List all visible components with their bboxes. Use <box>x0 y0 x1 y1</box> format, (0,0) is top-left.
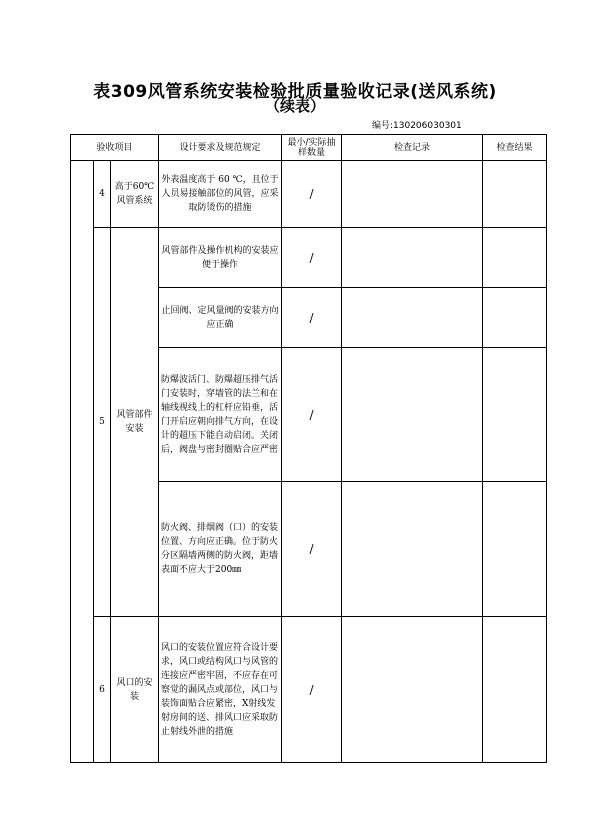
main-item-column <box>71 161 94 763</box>
page-title: 表309风管系统安装检验批质量验收记录(送风系统) <box>93 82 497 102</box>
row-requirement: 防火阀、排烟阀（口）的安装位置、方向应正确。位于防火分区隔墙两侧的防火阀，距墙表面不应大于200㎜ <box>159 482 282 617</box>
row-number: 5 <box>94 228 111 617</box>
row-sample: / <box>282 348 342 482</box>
header-requirement: 设计要求及规范规定 <box>159 135 282 161</box>
row-result[interactable] <box>483 228 547 288</box>
row-requirement: 防爆波活门、防爆超压排气活门安装时，穿墙管的法兰和在轴线视线上的杠杆应铅垂，活门开启应朝向排气方向，在设计的超压下能自动启闭。关闭后，阀盘与密封圈贴合应严密 <box>159 348 282 482</box>
row-record[interactable] <box>342 482 483 617</box>
page-subtitle: （续表） <box>264 97 325 115</box>
row-sample: / <box>282 228 342 288</box>
inspection-table <box>70 134 547 763</box>
header-item: 验收项目 <box>71 135 159 161</box>
header-sample: 最小/实际抽样数量 <box>282 135 342 161</box>
row-requirement: 风口的安装位置应符合设计要求，风口或结构风口与风管的连接应严密牢固，不应存在可察觉的漏风点或部位，风口与装饰面贴合应紧密，X射线发射房间的送、排风口应采取防止射线外泄的措施 <box>159 617 282 763</box>
row-number: 4 <box>94 161 111 228</box>
row-result[interactable] <box>483 348 547 482</box>
row-record[interactable] <box>342 228 483 288</box>
row-sample: / <box>282 617 342 763</box>
row-record[interactable] <box>342 617 483 763</box>
row-requirement: 止回阀、定风量阀的安装方向应正确 <box>159 288 282 348</box>
header-row <box>71 135 547 161</box>
row-sample: / <box>282 482 342 617</box>
header-record: 检查记录 <box>342 135 483 161</box>
row-result[interactable] <box>483 617 547 763</box>
row-category: 风口的安装 <box>111 617 159 763</box>
row-requirement: 风管部件及操作机构的安装应便于操作 <box>159 228 282 288</box>
row-number: 6 <box>94 617 111 763</box>
table-row <box>71 617 547 763</box>
row-result[interactable] <box>483 288 547 348</box>
header-result: 检查结果 <box>483 135 547 161</box>
row-record[interactable] <box>342 161 483 228</box>
row-result[interactable] <box>483 482 547 617</box>
row-category: 高于60℃风管系统 <box>111 161 159 228</box>
row-sample: / <box>282 288 342 348</box>
row-category: 风管部件安装 <box>111 228 159 617</box>
row-record[interactable] <box>342 348 483 482</box>
row-sample: / <box>282 161 342 228</box>
table-row <box>71 161 547 228</box>
row-record[interactable] <box>342 288 483 348</box>
table-row <box>71 228 547 288</box>
form-code: 编号:130206030301 <box>372 121 462 131</box>
row-requirement: 外表温度高于 60 ℃，且位于人员易接触部位的风管，应采取防烫伤的措施 <box>159 161 282 228</box>
row-result[interactable] <box>483 161 547 228</box>
